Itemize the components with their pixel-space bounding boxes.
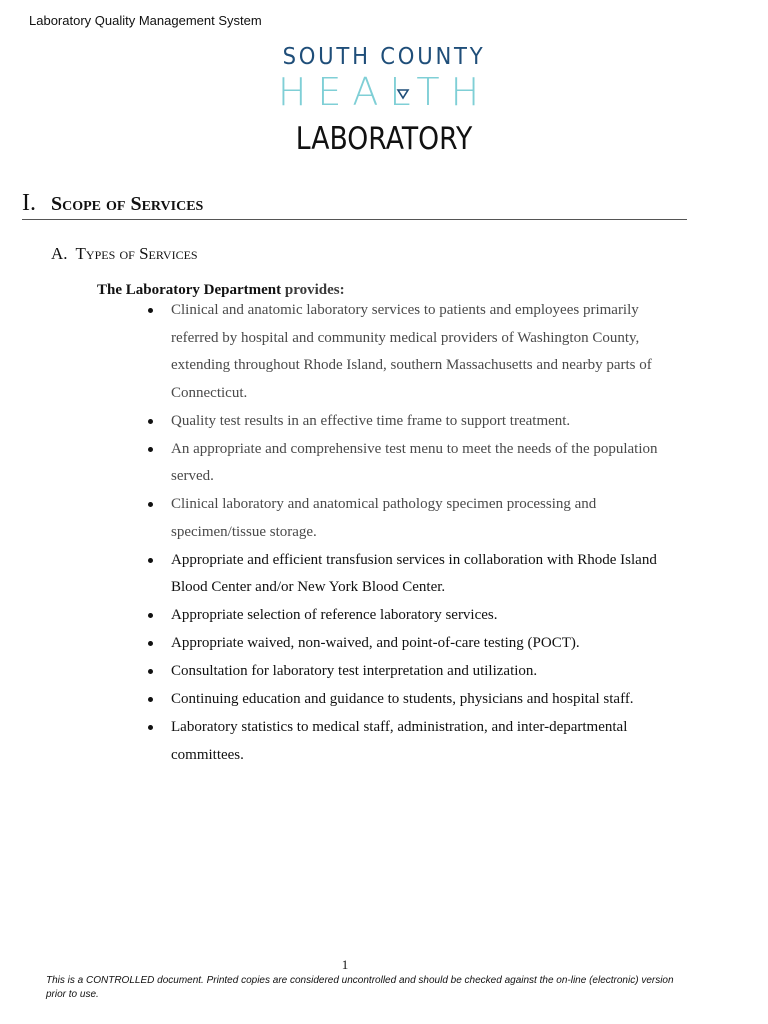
logo-leaf-icon — [396, 87, 410, 101]
services-list — [148, 297, 688, 770]
list-item: Clinical laboratory and anatomical pathology specimen processing and specimen/tissue storage. — [148, 491, 688, 546]
logo-line-laboratory: LABORATORY — [295, 121, 473, 157]
list-item: Appropriate waived, non-waived, and point-of-care testing (POCT). — [148, 630, 688, 658]
list-item: An appropriate and comprehensive test menu to meet the needs of the population served. — [148, 436, 688, 491]
section-heading — [22, 190, 687, 220]
controlled-document-note: This is a CONTROLLED document. Printed copies are considered uncontrolled and should be checked against the on-line (electronic) version prior to use. — [46, 975, 674, 1000]
bullet-icon — [148, 558, 153, 563]
logo-line-south-county: SOUTH COUNTY — [282, 44, 486, 70]
subsection-title: Types of Services — [75, 244, 198, 263]
list-item: Appropriate and efficient transfusion services in collaboration with Rhode Island Blood Center and/or New York Blood Center. — [148, 547, 688, 602]
section-title: Scope of Services — [51, 193, 204, 215]
subsection-heading — [51, 244, 198, 264]
list-item: Appropriate selection of reference laboratory services. — [148, 602, 688, 630]
list-item: Clinical and anatomic laboratory services to patients and employees primarily referred by hospital and community medical providers of Washington County, extending throughout Rhode Island, southern Massachusetts and nearby parts of Connecticut. — [148, 297, 688, 407]
south-county-health-logo — [0, 40, 768, 162]
page-number: 1 — [341, 957, 349, 972]
lead-department: The Laboratory Department — [97, 282, 282, 298]
bullet-icon — [148, 502, 153, 507]
lead-verb: provides: — [284, 282, 345, 298]
bullet-icon — [148, 419, 153, 424]
list-item: Continuing education and guidance to students, physicians and hospital staff. — [148, 686, 688, 714]
bullet-icon — [148, 308, 153, 313]
logo-line-health — [0, 72, 768, 112]
list-item: Quality test results in an effective time frame to support treatment. — [148, 408, 688, 436]
list-item: Laboratory statistics to medical staff, administration, and inter-departmental committees. — [148, 714, 688, 769]
logo-health-text: HEALTH — [277, 70, 491, 114]
bullet-icon — [148, 447, 153, 452]
bullet-icon — [148, 613, 153, 618]
bullet-icon — [148, 641, 153, 646]
bullet-icon — [148, 669, 153, 674]
section-numeral: I. — [22, 190, 36, 216]
list-item: Consultation for laboratory test interpretation and utilization. — [148, 658, 688, 686]
subsection-letter: A. — [51, 244, 68, 263]
bullet-icon — [148, 697, 153, 702]
document-header: Laboratory Quality Management System — [29, 13, 262, 28]
bullet-icon — [148, 725, 153, 730]
